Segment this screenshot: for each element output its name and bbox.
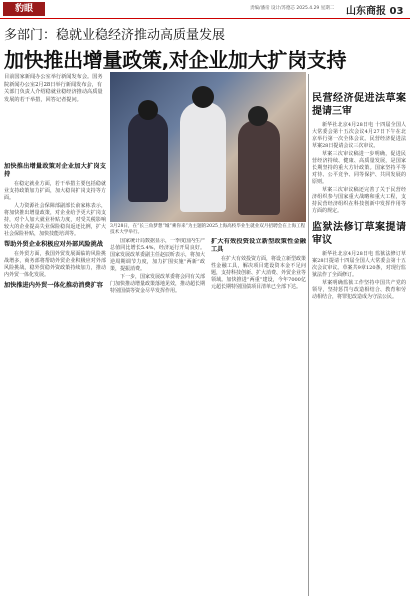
left-column: [4, 160, 106, 596]
middle-column: [110, 238, 306, 596]
column-divider: [308, 74, 309, 596]
paragraph: 在外贸方面，我国外贸发展面临的风险挑战增多，商务部将帮助外贸企业积极应对外部风险挑战，稳外贸稳外资政策持续加力，推动内外贸一体化发展。: [4, 251, 106, 278]
right-column: [312, 92, 406, 596]
subhead-employment: 加快推出增量政策对企业加大扩岗支持: [4, 163, 106, 178]
headline-private-economy-law: 民营经济促进法草案提请三审: [312, 93, 406, 117]
subhead-consumption: 加快推进内外贸一体化推动消费扩容: [4, 282, 103, 289]
photo-caption: 3月28日，在“长三角梦想”城“乘你来”为主题的2025上海高校毕业生就业双月招聘会在上海工程技术大学举行。: [110, 224, 306, 236]
subhead-foreign-trade: 帮助外贸企业积极应对外部风险挑战: [4, 241, 103, 248]
headline-prison-law: 监狱法修订草案提请审议: [312, 222, 406, 246]
masthead: [346, 2, 403, 17]
page-header: [0, 0, 410, 19]
subhead-investment: 扩大有效投资设立新型政策性金融工具: [211, 238, 306, 253]
paragraph: 国家统计局数据显示，一季度国内生产总值同比增长5.4%，经济运行开局良好。国家发展改革委副主任赵辰昕表示，将加大逆周期调节力度，加力扩围实施“两新”政策，提振消费。: [110, 238, 206, 272]
paragraph: 在稳定就业方面，若干举措主要包括稳就业支持政策加力扩面，加大稳岗扩岗支持等方面。: [4, 181, 106, 201]
paragraph: 草案三次审议稿进一步明确，促进民营经济持续、健康、高质量发展，是国家长期坚持的重大方针政策。国家坚持平等对待、公平竞争、同等保护、共同发展的原则。: [312, 151, 406, 185]
paragraph: 人力资源社会保障部副部长俞家栋表示，将加快推出增量政策，对企业给予更大扩岗支持，对个人加大就业补贴力度，对受关税影响较大的企业提高失业保险稳岗返还比例，扩大社会保险补贴，加快技能培训等。: [4, 203, 106, 237]
paragraph: 新华社北京4月28日电 监狱法修订草案28日提请十四届全国人大常委会第十五次会议审议。草案共9章120条，对现行监狱法作了全面修订。: [312, 251, 406, 278]
section-tag: 豹眼: [3, 2, 45, 16]
news-photo: [110, 72, 306, 222]
paragraph: 下一步，国家发展改革委将会同有关部门加快推动增量政策落地见效，推动超长期特别国债等资金尽早发挥作用。: [110, 274, 206, 294]
paragraph: 新华社北京4月28日电 十四届全国人大常委会第十五次会议4月27日下午在北京举行第一次全体会议。民营经济促进法草案28日提请会议三次审议。: [312, 122, 406, 149]
page-number: 03: [389, 6, 404, 17]
masthead-title: 山东商报: [346, 6, 386, 17]
article-lead: 目前国家新闻办公室举行新闻发布会。国务院新闻办公室2月28日举行新闻发布会，有关部门负责人介绍稳就业稳经济推动高质量发展的若干举措，回答记者提问。: [4, 74, 103, 103]
article-kicker: 多部门：稳就业稳经济推动高质量发展: [4, 28, 226, 43]
paragraph: 草案三次审议稿还完善了关于民营经济组织参与国家重大战略和重大工程，支持民营经济组织在科技创新中发挥作用等方面的规定。: [312, 187, 406, 214]
article-headline: 加快推出增量政策,对企业加大扩岗支持: [4, 48, 347, 72]
editor-meta: 责编/潘帝 设计/苏德芯 2025.4.29 星期二: [250, 6, 335, 11]
paragraph: 草案明确监狱工作坚持中国共产党的领导，坚持惩罚与改造相结合、教育和劳动相结合，将罪犯改造成为守法公民。: [312, 280, 406, 300]
paragraph: 在扩大有效投资方面，将设立新型政策性金融工具，解决项目建设资本金不足问题，支持科技创新、扩大消费、外贸企业等领域。加快推进“两重”建设，今年7000亿元超长期特别国债项目清单已全部下达。: [211, 256, 306, 290]
